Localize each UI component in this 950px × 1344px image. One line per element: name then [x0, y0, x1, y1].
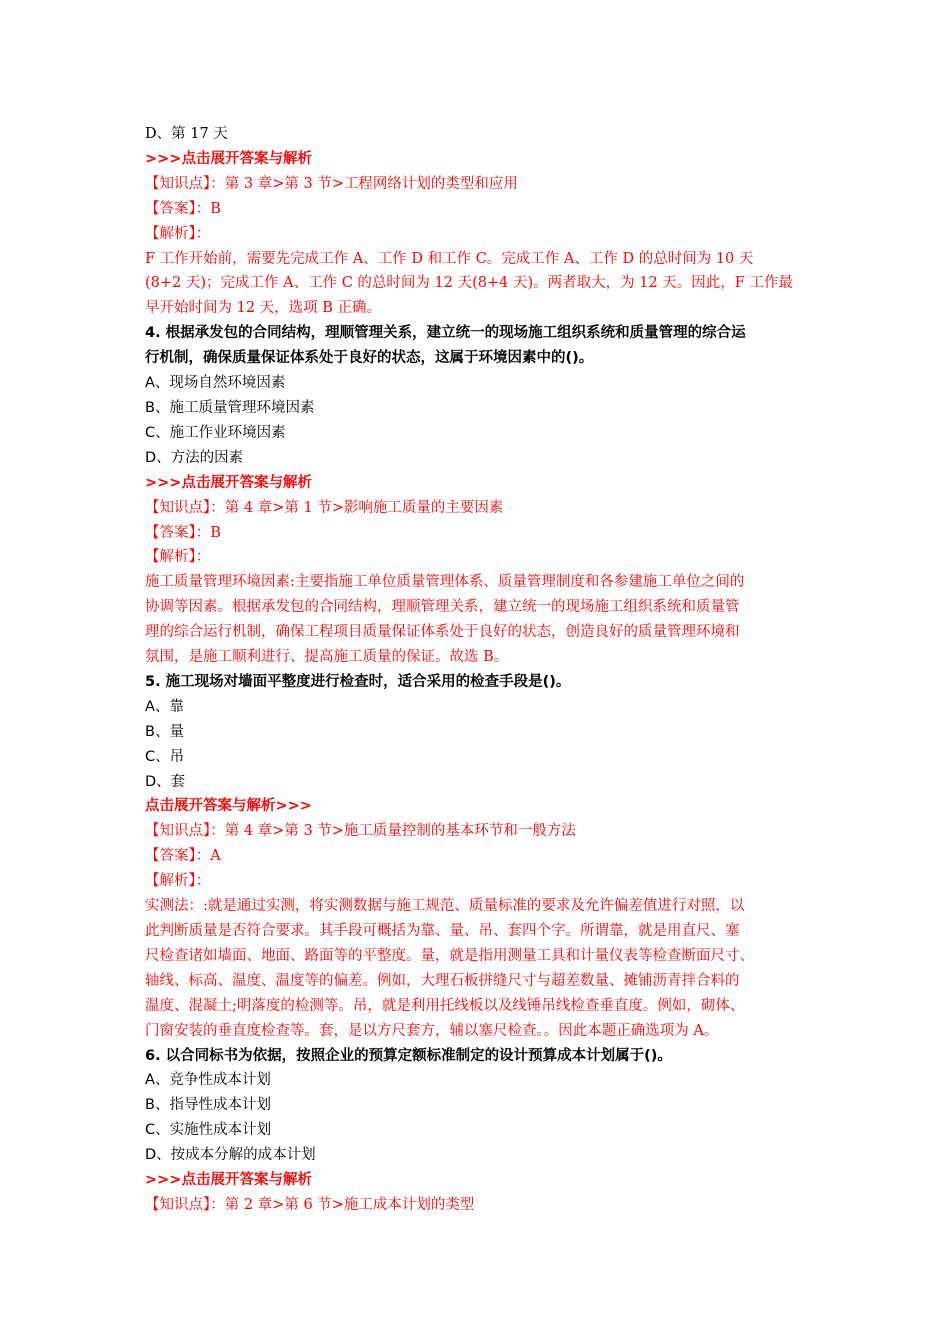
knowledge-point: 【知识点】：第 4 章>第 1 节>影响施工质量的主要因素: [145, 499, 504, 516]
analysis-label: 【解析】：: [145, 549, 211, 566]
option-d: D、第 17 天: [145, 126, 228, 142]
option-a: A、靠: [145, 698, 184, 715]
analysis-label: 【解析】：: [145, 873, 211, 890]
expand-answer-link[interactable]: >>>点击展开答案与解析: [145, 150, 312, 167]
knowledge-point: 【知识点】：第 3 章>第 3 节>工程网络计划的类型和应用: [145, 175, 518, 192]
analysis-line: 协调等因素。根据承发包的合同结构，理顺管理关系，建立统一的现场施工组织系统和质量管: [145, 599, 740, 616]
analysis-line: 施工质量管理环境因素:主要指施工单位质量管理体系、质量管理制度和各参建施工单位之间的: [145, 574, 745, 591]
expand-answer-link[interactable]: >>>点击展开答案与解析: [145, 1172, 312, 1189]
option-c: C、实施性成本计划: [145, 1122, 272, 1139]
option-d: D、套: [145, 773, 186, 790]
question-stem: 行机制，确保质量保证体系处于良好的状态，这属于环境因素中的()。: [145, 350, 594, 367]
answer: 【答案】：B: [145, 200, 221, 217]
knowledge-point: 【知识点】：第 2 章>第 6 节>施工成本计划的类型: [145, 1196, 475, 1213]
analysis-line: 此判断质量是否符合要求。其手段可概括为靠、量、吊、套四个字。所谓靠，就是用直尺、塞: [145, 923, 740, 939]
analysis-line: 温度、混凝土;明落度的检测等。吊，就是利用托线板以及线锤吊线检查垂直度。例如，砌体、: [145, 997, 745, 1014]
analysis-line: 理的综合运行机制，确保工程项目质量保证体系处于良好的状态，创造良好的质量管理环境和: [145, 624, 740, 641]
option-d: D、按成本分解的成本计划: [145, 1147, 316, 1164]
analysis-line: 氛围，是施工顺利进行、提高施工质量的保证。故选 B。: [145, 649, 509, 666]
answer: 【答案】：B: [145, 524, 221, 541]
question-stem: 5. 施工现场对墙面平整度进行检查时，适合采用的检查手段是()。: [145, 673, 571, 690]
question-stem: 6. 以合同标书为依据，按照企业的预算定额标准制定的设计预算成本计划属于()。: [145, 1047, 672, 1064]
analysis-line: 门窗安装的垂直度检查等。套，是以方尺套方，辅以塞尺检查。。因此本题正确选项为 A。: [145, 1022, 719, 1039]
option-c: C、吊: [145, 748, 185, 765]
option-a: A、竞争性成本计划: [145, 1072, 271, 1089]
option-b: B、施工质量管理环境因素: [145, 399, 315, 416]
analysis-label: 【解析】：: [145, 225, 211, 242]
analysis-line: (8+2 天)；完成工作 A、工作 C 的总时间为 12 天(8+4 天)。两者取大，为 12 天。因此，F 工作最: [145, 275, 793, 292]
question-stem: 4. 根据承发包的合同结构，理顺管理关系，建立统一的现场施工组织系统和质量管理的综合运: [145, 325, 746, 342]
option-c: C、施工作业环境因素: [145, 424, 286, 441]
expand-answer-link[interactable]: 点击展开答案与解析>>>: [145, 798, 312, 815]
option-b: B、指导性成本计划: [145, 1097, 271, 1114]
analysis-line: 实测法：:就是通过实测，将实测数据与施工规范、质量标准的要求及允许偏差值进行对照，以: [145, 898, 745, 915]
expand-answer-link[interactable]: >>>点击展开答案与解析: [145, 474, 312, 491]
knowledge-point: 【知识点】：第 4 章>第 3 节>施工质量控制的基本环节和一般方法: [145, 823, 576, 840]
option-b: B、量: [145, 723, 184, 740]
page-content: [145, 122, 810, 1218]
analysis-line: 早开始时间为 12 天，选项 B 正确。: [145, 300, 382, 317]
analysis-line: 轴线、标高、温度、温度等的偏差。例如，大理石板拼缝尺寸与超差数量、摊铺沥青拌合料的: [145, 972, 740, 989]
option-a: A、现场自然环境因素: [145, 375, 286, 392]
answer: 【答案】：A: [145, 848, 221, 865]
analysis-line: F 工作开始前，需要先完成工作 A、工作 D 和工作 C。完成工作 A、工作 D 的总时间为 10 天: [145, 250, 754, 267]
option-d: D、方法的因素: [145, 449, 244, 466]
analysis-line: 尺检查诸如墙面、地面、路面等的平整度。量，就是指用测量工具和计量仪表等检查断面尺寸、: [145, 947, 754, 964]
